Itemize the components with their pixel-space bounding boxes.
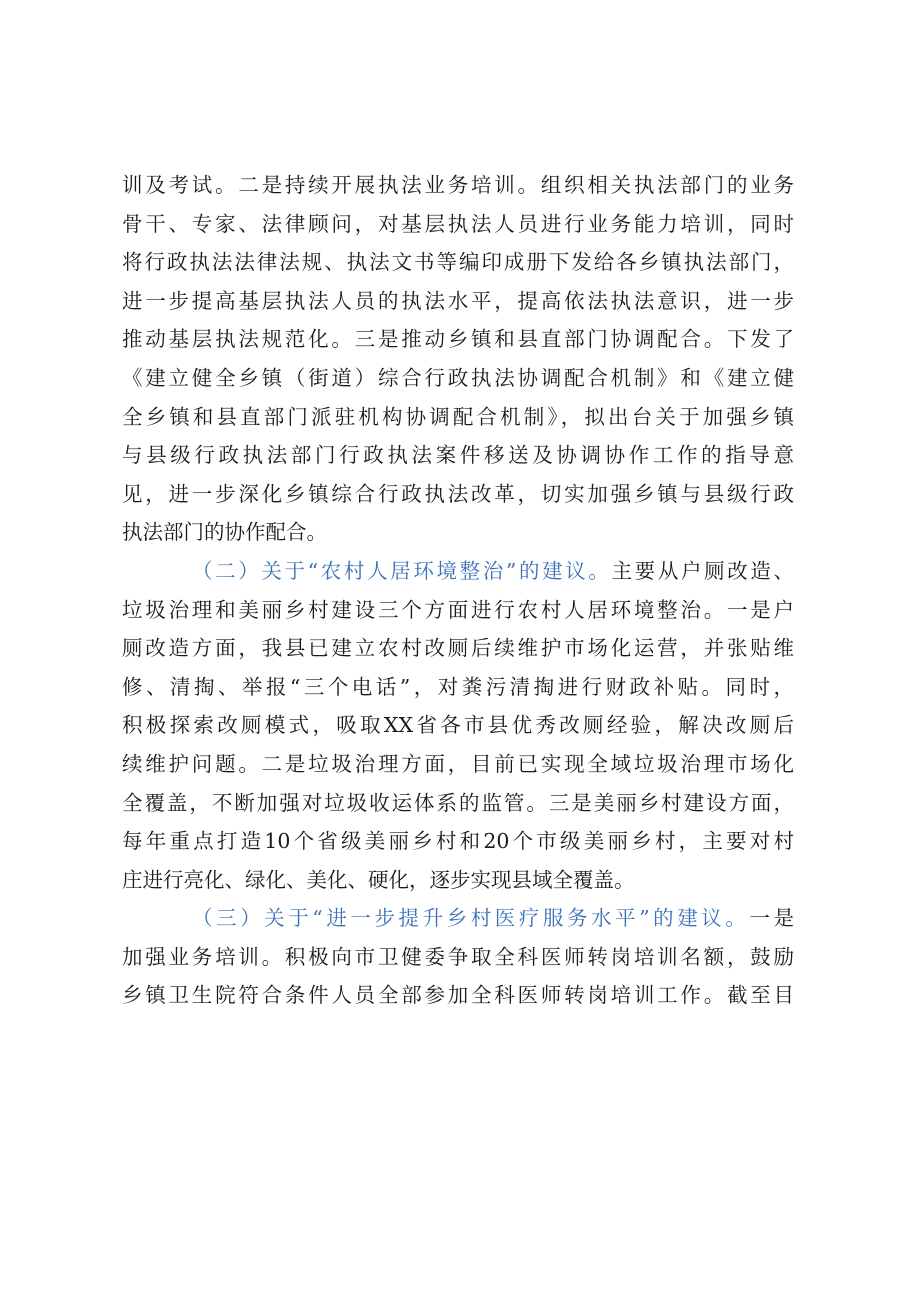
text-line: 厕改造方面，我县已建立农村改厕后续维护市场化运营，并张贴维 [122,636,794,661]
text-line: 垃圾治理和美丽乡村建设三个方面进行农村人居环境整治。一是户 [122,597,794,622]
text-line: 骨干、专家、法律顾问，对基层执法人员进行业务能力培训，同时 [122,211,794,236]
document-page [122,166,794,1015]
text-line: 见，进一步深化乡镇综合行政执法改革，切实加强乡镇与县级行政 [122,481,794,506]
section-heading: （二）关于“农村人居环境整治”的建议。 [192,558,612,583]
text-line: 全乡镇和县直部门派驻机构协调配合机制》，拟出台关于加强乡镇 [122,404,794,429]
text-line: 积极探索改厕模式，吸取XX省各市县优秀改厕经验，解决改厕后 [122,713,794,738]
text-line: 加强业务培训。积极向市卫健委争取全科医师转岗培训名额，鼓励 [122,944,794,969]
text-line: 执法部门的协作配合。 [122,520,327,545]
section-heading-line [122,552,794,591]
text-line: 庄进行亮化、绿化、美化、硬化，逐步实现县域全覆盖。 [122,867,635,892]
text-line: 每年重点打造10个省级美丽乡村和20个市级美丽乡村，主要对村 [122,829,794,854]
section-text: 主要从户厕改造、 [611,558,794,583]
text-line: 与县级行政执法部门行政执法案件移送及协调协作工作的指导意 [122,443,794,468]
section-heading-line [122,899,794,938]
text-line: 乡镇卫生院符合条件人员全部参加全科医师转岗培训工作。截至目 [122,983,794,1008]
text-line: 全覆盖，不断加强对垃圾收运体系的监管。三是美丽乡村建设方面， [122,790,794,815]
section-text: 一是 [749,906,794,931]
section-heading: （三）关于“进一步提升乡村医疗服务水平”的建议。 [192,906,750,931]
text-line: 进一步提高基层执法人员的执法水平，提高依法执法意识，进一步 [122,288,794,313]
text-line: 续维护问题。二是垃圾治理方面，目前已实现全域垃圾治理市场化 [122,751,794,776]
text-line: 修、清掏、举报“三个电话”，对粪污清掏进行财政补贴。同时， [122,674,794,699]
text-line: 将行政执法法律法规、执法文书等编印成册下发给各乡镇执法部门， [122,250,794,275]
text-line: 《建立健全乡镇（街道）综合行政执法协调配合机制》和《建立健 [122,365,794,390]
text-line: 推动基层执法规范化。三是推动乡镇和县直部门协调配合。下发了 [122,327,794,352]
text-line: 训及考试。二是持续开展执法业务培训。组织相关执法部门的业务 [122,173,794,197]
